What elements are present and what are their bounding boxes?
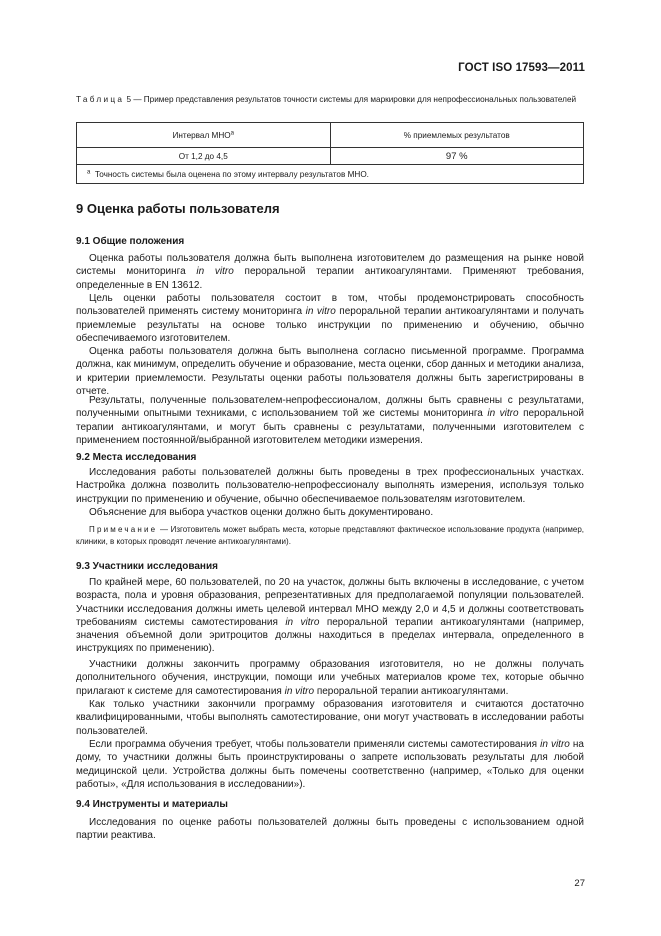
paragraph: Исследования работы пользователей должны быть проведены в трех профессиональных участках. Настройка должна позволить пользователю-непрофессионалу выполнять измерения, используя только инструкции по применению и обучение, обычно обеспечиваемое пользователям изготовителем. (76, 467, 584, 505)
table-cell-percent: 97 % (330, 148, 584, 165)
table-header-percent: % приемлемых результатов (330, 123, 584, 148)
subsection-9-2-title: 9.2 Места исследования (76, 452, 197, 463)
standard-header: ГОСТ ISO 17593—2011 (458, 62, 585, 74)
paragraph: Объяснение для выбора участков оценки должно быть документировано. (89, 507, 434, 518)
subsection-9-1-title: 9.1 Общие положения (76, 236, 185, 247)
table-footnote: $^a$ Точность системы была оценена по этому интервалу результатов МНО. (77, 165, 584, 184)
table-cell-interval: От 1,2 до 4,5 (77, 148, 331, 165)
subsection-9-4-title: 9.4 Инструменты и материалы (76, 799, 228, 810)
paragraph: Оценка работы пользователя должна быть выполнена согласно письменной программе. Программа должна, как минимум, определить обучение и образование, места оценки, сбор данных и методики анализа, и критерии приемлемости. Результаты оценки работы пользователя должны быть зарегистрированы в отчете. (76, 346, 584, 397)
paragraph: Результаты, полученные пользователем-непрофессионалом, должны быть сравнены с результатами, полученными опытными техниками, с использованием той же системы мониторинга in vitro пероральной терапии антикоагулянтами, и могут быть сравнены с результатами, полученными изготовителем с применением постоянной/выбранной изготовителем методики измерения. (76, 395, 585, 446)
table-caption-text: 5 — Пример представления результатов точности системы для маркировки для непрофессиональных пользователей (126, 95, 577, 104)
section-title: 9 Оценка работы пользователя (76, 201, 280, 216)
paragraph: По крайней мере, 60 пользователей, по 20 на участок, должны быть включены в исследование, с учетом возраста, пола и уровня образования, репрезентативных для предполагаемой популяции пользователей. Участники исследования должны иметь целевой интервал МНО между 2,0 и 4,5 и должны соответствовать требованиям системы самотестирования in vitro пероральной терапии антикоагулянтами (например, значения объемной доли эритроцитов должны находиться в пределах интервала, определенного в инструкциях по применению). (76, 577, 585, 655)
paragraph: Исследования по оценке работы пользователей должны быть проведены с использованием одной партии реактива. (76, 817, 584, 842)
note: Примечание — Изготовитель может выбрать места, которые представляют фактическое использование продукта (например, клиники, в которых проводят лечение антикоагулянтами). (76, 525, 584, 546)
paragraph: Участники должны закончить программу образования изготовителя, но не должны получать дополнительного обучения, инструкции, помощи или учебных материалов кроме тех, которые обычно прилагают к системе для самотестирования in vitro пероральной терапии антикоагулянтами. (76, 659, 584, 697)
subsection-9-3-title: 9.3 Участники исследования (76, 561, 218, 572)
table-caption-label: Таблица (76, 95, 125, 104)
page-number: 27 (574, 878, 585, 889)
results-table (76, 122, 584, 184)
footnote-marker: a (230, 129, 234, 136)
paragraph: Если программа обучения требует, чтобы пользователи применяли системы самотестирования in vitro на дому, то участники должны быть проинструктированы о запрете использовать результаты для любой медицинской цели. Устройства должны быть помечены соответственно (например, «Только для оценки работы», «Для использования в исследовании»). (76, 739, 584, 790)
table-header-interval: Интервал МНО$^a$ (77, 123, 331, 148)
paragraph: Оценка работы пользователя должна быть выполнена изготовителем до размещения на рынке новой системы мониторинга in vitro пероральной терапии антикоагулянтами. Применяют требования, определенные в EN 13612. (76, 253, 585, 291)
table-caption (76, 94, 584, 106)
paragraph: Как только участники закончили программу образования изготовителя и считаются достаточно квалифицированными, чтобы выполнять самотестирование, они могут участвовать в исследовании работы пользователей. (76, 699, 584, 737)
paragraph: Цель оценки работы пользователя состоит в том, чтобы продемонстрировать способность пользователей применять систему мониторинга in vitro пероральной терапии антикоагулянтами и получать приемлемые результаты на основе только инструкции по применению и обучению, обычно обеспечиваемого изготовителем. (76, 293, 585, 344)
